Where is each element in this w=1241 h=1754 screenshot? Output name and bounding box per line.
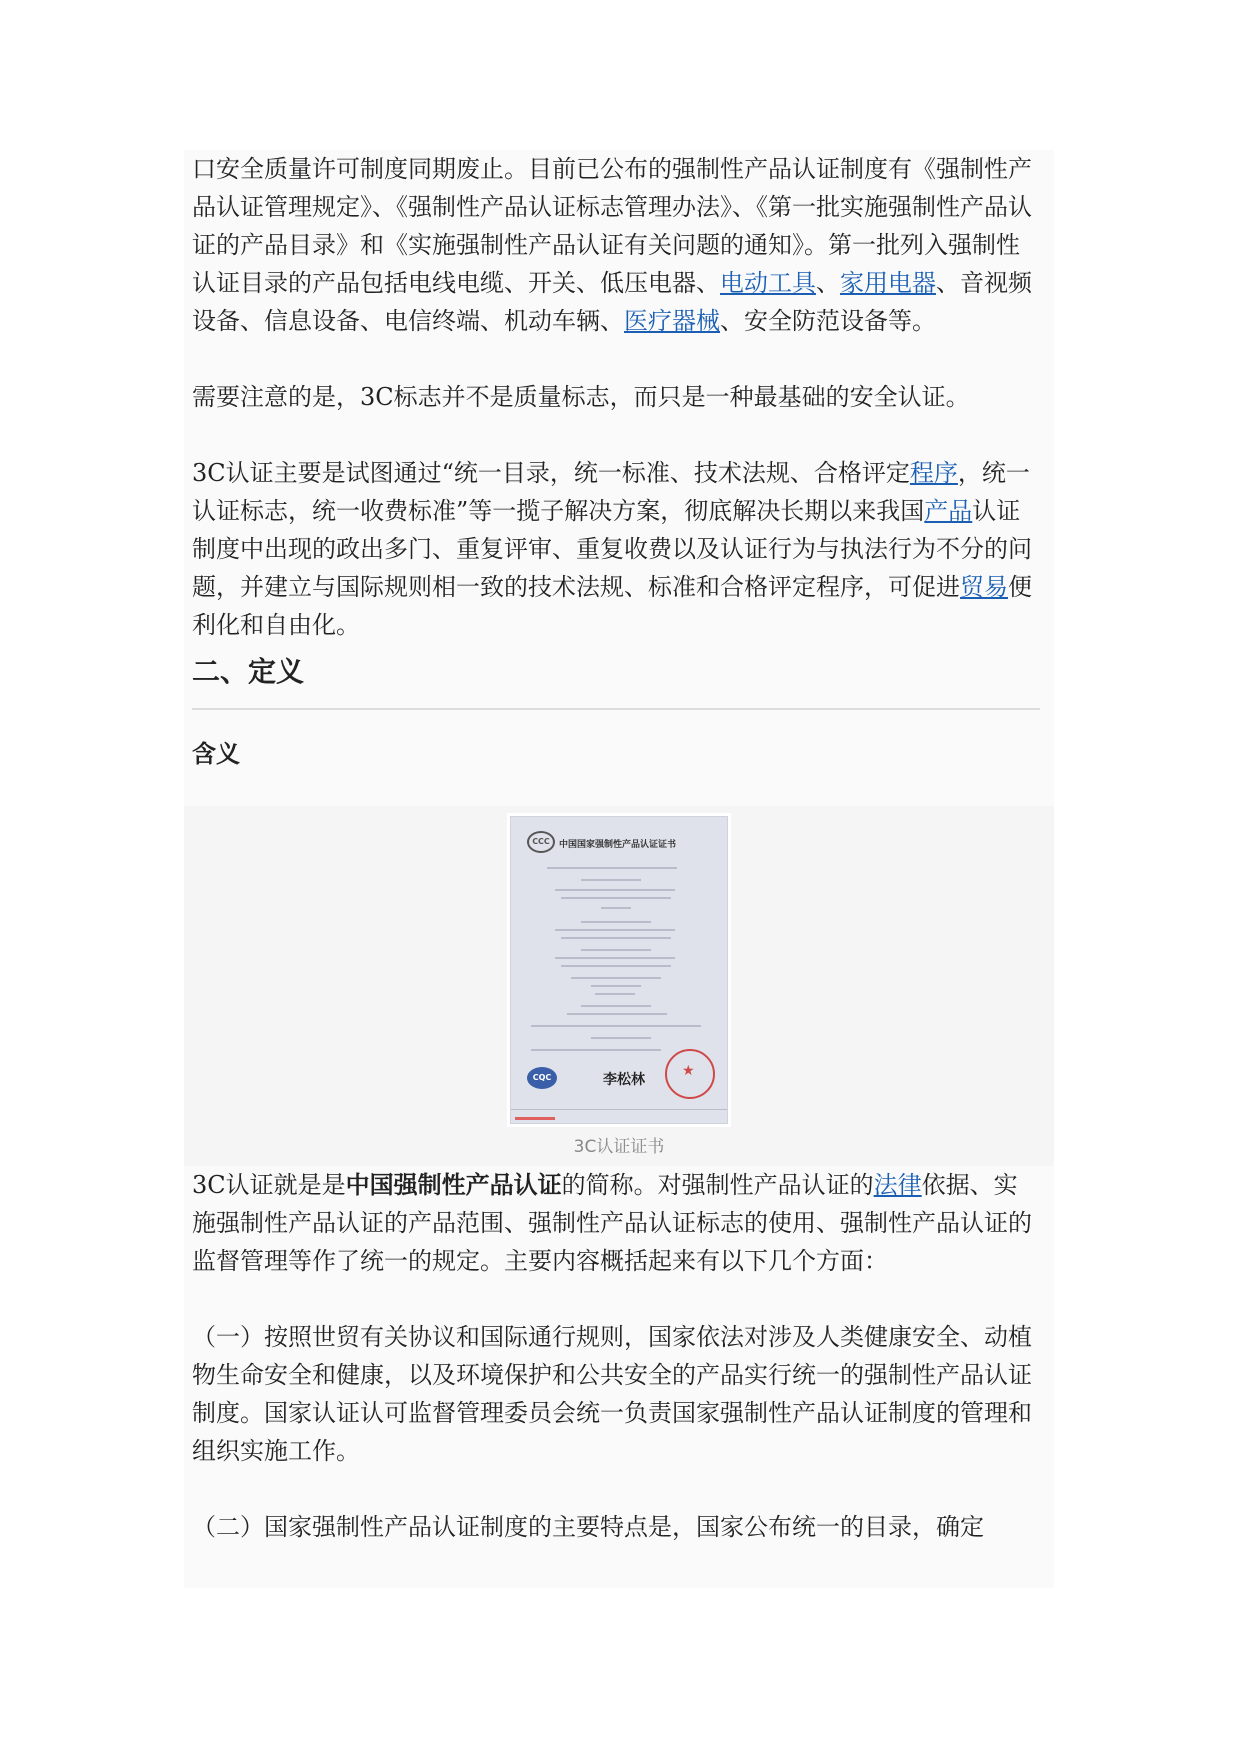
red-seal (665, 1049, 715, 1099)
article-body (184, 150, 1054, 1588)
paragraph-definition: 3C认证就是是中国强制性产品认证的简称。对强制性产品认证的法律依据、实施强制性产品认证的产品范围、强制性产品认证标志的使用、强制性产品认证的监督管理等作了统一的规定。主要内容概括起来有以下几个方面： (192, 1171, 1032, 1275)
paragraph-purpose: 3C认证主要是试图通过“统一目录，统一标准、技术法规、合格评定程序，统一认证标志，统一收费标准”等一揽子解决方案，彻底解决长期以来我国产品认证制度中出现的政出多门、重复评审、重复收费以及认证行为与执法行为不分的问题，并建立与国际规则相一致的技术法规、标准和合格评定程序，可促进贸易便利化和自由化。 (192, 459, 1032, 639)
link-procedure[interactable]: 程序 (909, 459, 958, 487)
strong-term: 中国强制性产品认证 (345, 1171, 562, 1199)
signature: 李松林 (603, 1072, 645, 1088)
subsection-heading-meaning: 含义 (192, 740, 240, 768)
certificate-image[interactable] (510, 816, 728, 1124)
paragraph-item-two: （二）国家强制性产品认证制度的主要特点是，国家公布统一的目录，确定 (192, 1513, 984, 1541)
ccc-logo: CCC (527, 831, 555, 853)
cqc-logo: CQC (527, 1067, 557, 1089)
link-product[interactable]: 产品 (924, 497, 973, 525)
link-power-tools[interactable]: 电动工具 (720, 269, 816, 297)
figure-caption: 3C认证证书 (573, 1137, 665, 1157)
paragraph-item-one: （一）按照世贸有关协议和国际通行规则，国家依法对涉及人类健康安全、动植物生命安全和健康，以及环境保护和公共安全的产品实行统一的强制性产品认证制度。国家认证认可监督管理委员会统一负责国家强制性产品认证制度的管理和组织实施工作。 (192, 1323, 1032, 1465)
paragraph-product-catalog: 口安全质量许可制度同期废止。目前已公布的强制性产品认证制度有《强制性产品认证管理规定》、《强制性产品认证标志管理办法》、《第一批实施强制性产品认证的产品目录》和《实施强制性产品认证有关问题的通知》。第一批列入强制性认证目录的产品包括电线电缆、开关、低压电器、电动工具、家用电器、音视频设备、信息设备、电信终端、机动车辆、医疗器械、安全防范设备等。 (192, 155, 1032, 335)
section-heading-definition: 二、定义 (192, 652, 1040, 710)
link-law[interactable]: 法律 (873, 1171, 922, 1199)
certificate-figure (184, 806, 1054, 1166)
link-household-appliances[interactable]: 家用电器 (840, 269, 936, 297)
link-trade[interactable]: 贸易 (960, 573, 1008, 601)
paragraph-note: 需要注意的是，3C标志并不是质量标志，而只是一种最基础的安全认证。 (192, 383, 970, 411)
certificate-title: 中国国家强制性产品认证证书 (559, 840, 677, 850)
link-medical-devices[interactable]: 医疗器械 (624, 307, 720, 335)
